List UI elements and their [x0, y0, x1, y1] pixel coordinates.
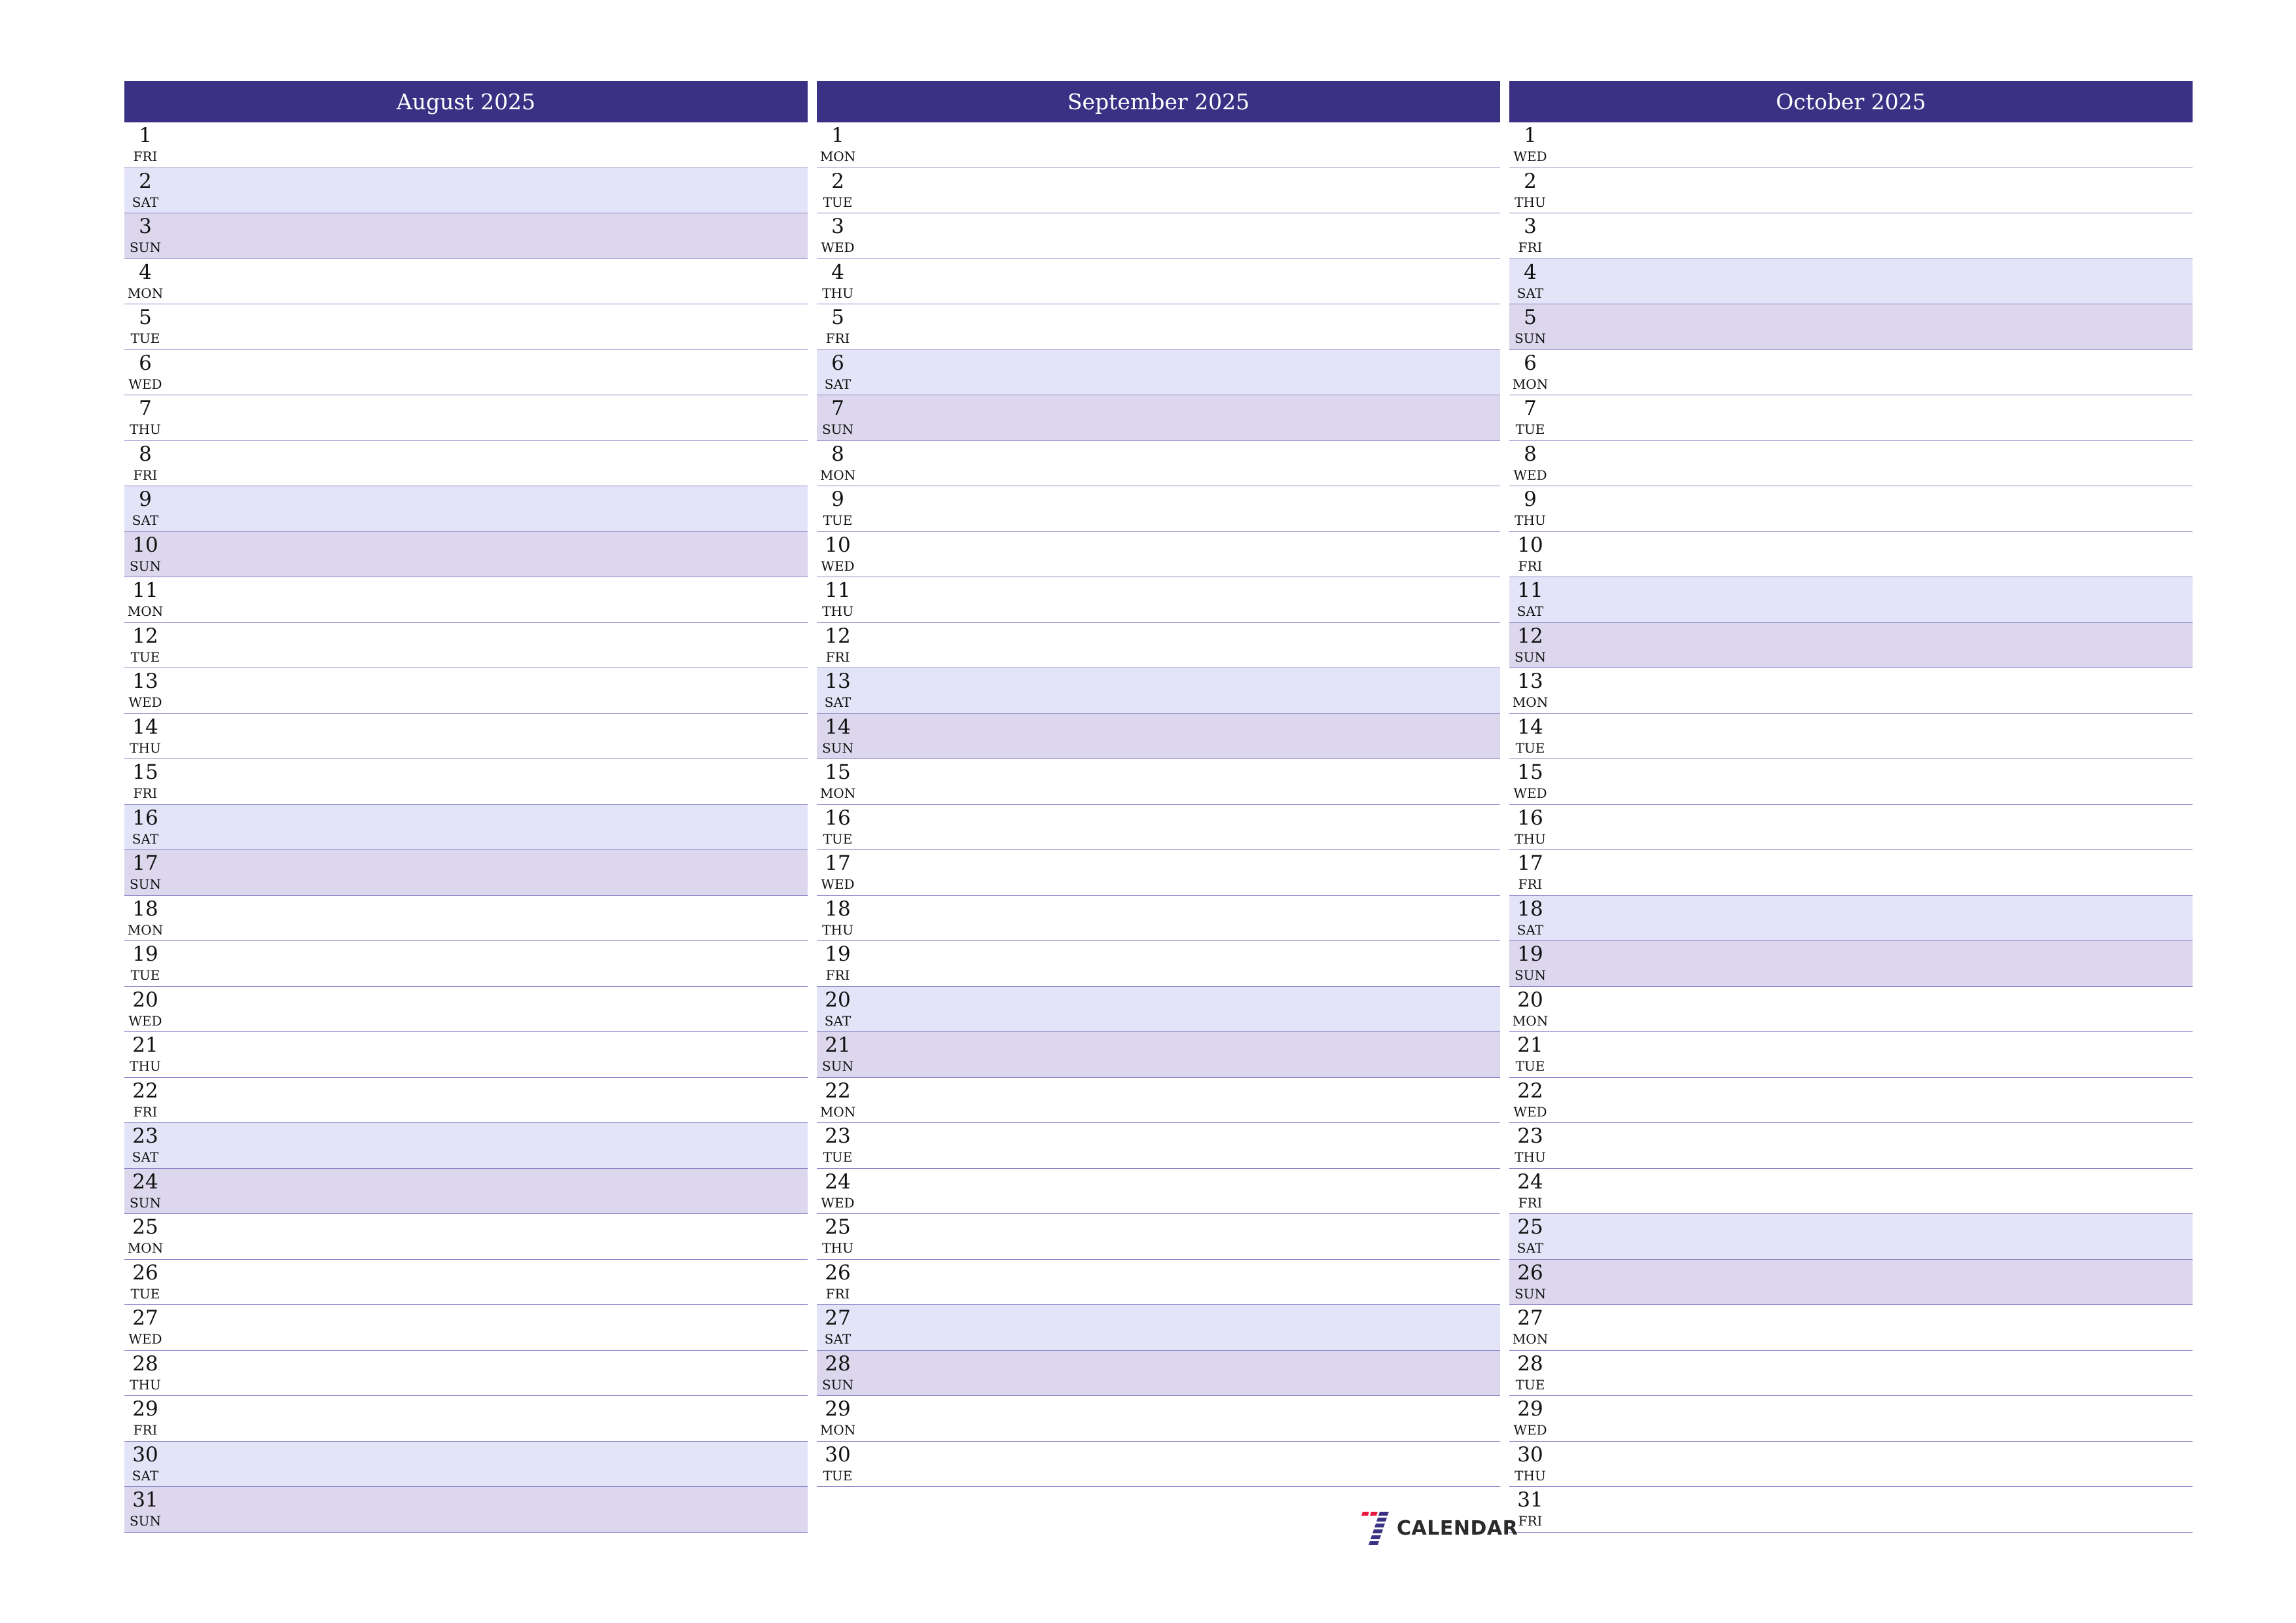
day-row[interactable] [124, 1351, 808, 1397]
day-weekday: TUE [823, 1149, 853, 1165]
day-number: 13 [825, 669, 851, 693]
day-number: 25 [1517, 1215, 1543, 1239]
day-weekday: WED [1513, 467, 1547, 483]
day-row[interactable] [124, 1260, 808, 1306]
day-weekday: TUE [130, 1285, 160, 1302]
day-row[interactable] [124, 577, 808, 623]
day-row[interactable] [1509, 213, 2193, 259]
day-number: 16 [132, 806, 158, 830]
day-weekday: MON [819, 1103, 856, 1120]
day-number: 19 [1517, 942, 1543, 966]
day-row[interactable] [817, 259, 1500, 305]
day-weekday: FRI [825, 330, 850, 346]
day-row[interactable] [124, 1123, 808, 1169]
day-weekday: WED [1513, 1103, 1547, 1120]
day-row[interactable] [1509, 1305, 2193, 1351]
day-row[interactable] [817, 304, 1500, 350]
day-weekday: TUE [130, 967, 160, 983]
day-row[interactable] [817, 577, 1500, 623]
day-weekday: WED [821, 558, 855, 574]
day-row[interactable] [124, 213, 808, 259]
day-weekday: TUE [1515, 1376, 1545, 1393]
day-row[interactable] [817, 850, 1500, 896]
day-number: 10 [825, 533, 851, 557]
day-row[interactable] [1509, 1260, 2193, 1306]
day-row[interactable] [1509, 1442, 2193, 1488]
day-number: 17 [825, 851, 851, 875]
day-weekday: TUE [130, 330, 160, 346]
day-number: 20 [1517, 988, 1543, 1012]
month-title: September 2025 [817, 81, 1500, 122]
day-number: 3 [1524, 215, 1537, 238]
day-row[interactable] [817, 1351, 1500, 1397]
day-row[interactable] [124, 850, 808, 896]
day-row[interactable] [124, 623, 808, 669]
day-row[interactable] [124, 759, 808, 805]
day-weekday: SUN [129, 1513, 162, 1529]
day-weekday: THU [822, 285, 853, 301]
day-number: 1 [1524, 124, 1537, 147]
day-number: 7 [831, 397, 844, 420]
day-weekday: WED [128, 1012, 162, 1029]
day-row[interactable] [817, 532, 1500, 578]
day-number: 11 [132, 579, 158, 602]
day-number: 27 [132, 1306, 158, 1330]
day-number: 28 [1517, 1351, 1543, 1376]
day-number: 18 [1517, 897, 1543, 921]
day-number: 3 [139, 215, 152, 238]
day-number: 4 [139, 260, 152, 284]
day-number: 21 [825, 1033, 851, 1057]
day-weekday: FRI [1518, 876, 1543, 892]
day-weekday: THU [130, 1376, 161, 1393]
day-weekday: FRI [1518, 1194, 1543, 1211]
day-row[interactable] [1509, 122, 2193, 168]
day-weekday: TUE [823, 512, 853, 528]
day-number: 1 [831, 124, 844, 147]
day-row[interactable] [1509, 987, 2193, 1033]
day-weekday: THU [130, 740, 161, 756]
day-number: 6 [139, 351, 152, 375]
day-number: 17 [132, 851, 158, 875]
day-weekday: SAT [1516, 603, 1544, 619]
day-row[interactable] [124, 1487, 808, 1533]
day-weekday: THU [130, 1058, 161, 1074]
day-number: 2 [831, 169, 844, 193]
day-weekday: SUN [1514, 1285, 1547, 1302]
day-row[interactable] [1509, 1487, 2193, 1533]
day-row[interactable] [817, 987, 1500, 1033]
day-number: 11 [1517, 579, 1543, 602]
day-row[interactable] [817, 1078, 1500, 1124]
day-number: 18 [132, 897, 158, 921]
day-row[interactable] [1509, 577, 2193, 623]
day-number: 21 [132, 1033, 158, 1057]
day-row[interactable] [124, 441, 808, 487]
day-row[interactable] [124, 1396, 808, 1442]
day-number: 31 [132, 1488, 158, 1512]
day-number: 6 [1524, 351, 1537, 375]
day-row[interactable] [1509, 1351, 2193, 1397]
day-row[interactable] [817, 213, 1500, 259]
day-weekday: SAT [824, 376, 852, 392]
day-weekday: THU [1515, 830, 1546, 847]
day-row[interactable] [1509, 532, 2193, 578]
day-weekday: FRI [133, 467, 158, 483]
day-row[interactable] [1509, 759, 2193, 805]
day-weekday: TUE [1515, 1058, 1545, 1074]
day-number: 7 [1524, 397, 1537, 420]
day-number: 5 [1524, 306, 1537, 329]
day-row[interactable] [124, 714, 808, 760]
day-row[interactable] [1509, 941, 2193, 987]
day-number: 26 [825, 1260, 851, 1285]
day-weekday: TUE [823, 830, 853, 847]
day-row[interactable] [817, 896, 1500, 942]
day-number: 17 [1517, 851, 1543, 875]
day-weekday: FRI [825, 967, 850, 983]
day-number: 14 [1517, 715, 1543, 739]
day-number: 9 [1524, 488, 1537, 511]
day-number: 14 [132, 715, 158, 739]
month-column [1509, 81, 2193, 1533]
day-weekday: TUE [823, 194, 853, 210]
day-weekday: SAT [132, 512, 159, 528]
day-number: 26 [1517, 1260, 1543, 1285]
day-weekday: MON [1512, 1331, 1549, 1347]
day-row[interactable] [124, 259, 808, 305]
day-number: 5 [139, 306, 152, 329]
day-row[interactable] [817, 395, 1500, 441]
day-number: 12 [132, 624, 158, 648]
seven-logo-icon [1360, 1510, 1390, 1546]
day-row[interactable] [817, 941, 1500, 987]
day-number: 16 [1517, 806, 1543, 830]
day-number: 12 [825, 624, 851, 648]
day-weekday: MON [1512, 376, 1549, 392]
day-weekday: SAT [1516, 1240, 1544, 1256]
day-row[interactable] [124, 896, 808, 942]
day-weekday: TUE [1515, 421, 1545, 437]
day-number: 28 [132, 1351, 158, 1376]
day-weekday: FRI [1518, 558, 1543, 574]
day-row[interactable] [817, 668, 1500, 714]
day-row[interactable] [1509, 714, 2193, 760]
day-number: 14 [825, 715, 851, 739]
day-row[interactable] [124, 1442, 808, 1488]
day-number: 3 [831, 215, 844, 238]
day-row[interactable] [817, 1032, 1500, 1078]
day-weekday: SAT [1516, 921, 1544, 938]
day-row[interactable] [817, 168, 1500, 214]
day-number: 29 [825, 1397, 851, 1421]
day-weekday: MON [819, 467, 856, 483]
day-row[interactable] [124, 122, 808, 168]
day-weekday: WED [128, 694, 162, 710]
day-row[interactable] [817, 1442, 1500, 1488]
day-row[interactable] [124, 1169, 808, 1215]
day-row[interactable] [1509, 1032, 2193, 1078]
day-number: 23 [1517, 1124, 1543, 1148]
day-weekday: FRI [825, 649, 850, 665]
day-number: 25 [132, 1215, 158, 1239]
day-row[interactable] [1509, 304, 2193, 350]
day-weekday: THU [1515, 512, 1546, 528]
day-weekday: SAT [132, 1467, 159, 1484]
day-number: 23 [132, 1124, 158, 1148]
day-number: 26 [132, 1260, 158, 1285]
day-weekday: WED [128, 1331, 162, 1347]
day-row[interactable] [817, 1123, 1500, 1169]
day-row[interactable] [124, 350, 808, 396]
day-weekday: MON [127, 603, 164, 619]
day-weekday: FRI [133, 149, 158, 164]
month-title: August 2025 [124, 81, 808, 122]
day-row[interactable] [817, 1169, 1500, 1215]
day-row[interactable] [1509, 441, 2193, 487]
day-weekday: MON [819, 149, 856, 164]
day-row[interactable] [817, 350, 1500, 396]
day-weekday: WED [128, 376, 162, 392]
day-row[interactable] [817, 714, 1500, 760]
day-weekday: FRI [133, 785, 158, 801]
day-number: 12 [1517, 624, 1543, 648]
day-weekday: SUN [1514, 649, 1547, 665]
day-number: 13 [132, 669, 158, 693]
day-number: 5 [831, 306, 844, 329]
day-number: 22 [132, 1079, 158, 1103]
day-row[interactable] [124, 1032, 808, 1078]
day-number: 13 [1517, 669, 1543, 693]
day-weekday: MON [1512, 694, 1549, 710]
day-number: 24 [825, 1169, 851, 1194]
day-row[interactable] [124, 1078, 808, 1124]
month-column [817, 81, 1500, 1487]
day-row[interactable] [817, 623, 1500, 669]
day-weekday: MON [127, 285, 164, 301]
day-weekday: FRI [133, 1103, 158, 1120]
day-row[interactable] [817, 1214, 1500, 1260]
day-row[interactable] [1509, 850, 2193, 896]
day-row[interactable] [817, 1260, 1500, 1306]
day-weekday: MON [127, 1240, 164, 1256]
day-weekday: THU [1515, 1467, 1546, 1484]
day-weekday: THU [822, 921, 853, 938]
day-weekday: SUN [821, 740, 854, 756]
day-number: 2 [139, 169, 152, 193]
day-row[interactable] [1509, 1078, 2193, 1124]
day-number: 22 [1517, 1079, 1543, 1103]
day-weekday: FRI [825, 1285, 850, 1302]
day-weekday: THU [130, 421, 161, 437]
day-number: 20 [132, 988, 158, 1012]
day-row[interactable] [1509, 1396, 2193, 1442]
day-weekday: TUE [1515, 740, 1545, 756]
day-number: 1 [139, 124, 152, 147]
day-row[interactable] [124, 805, 808, 851]
day-weekday: WED [821, 876, 855, 892]
day-weekday: SUN [129, 1194, 162, 1211]
day-weekday: WED [1513, 785, 1547, 801]
day-number: 19 [132, 942, 158, 966]
day-weekday: MON [819, 1422, 856, 1438]
day-number: 8 [1524, 442, 1537, 466]
day-number: 6 [831, 351, 844, 375]
brand-logo [1360, 1510, 1518, 1546]
day-row[interactable] [124, 304, 808, 350]
day-row[interactable] [1509, 896, 2193, 942]
day-number: 8 [139, 442, 152, 466]
day-number: 10 [1517, 533, 1543, 557]
day-weekday: SAT [824, 1331, 852, 1347]
day-row[interactable] [124, 1305, 808, 1351]
day-number: 29 [132, 1397, 158, 1421]
day-number: 30 [132, 1442, 158, 1467]
day-row[interactable] [124, 395, 808, 441]
day-number: 9 [831, 488, 844, 511]
day-number: 28 [825, 1351, 851, 1376]
day-number: 10 [132, 533, 158, 557]
day-weekday: SAT [824, 694, 852, 710]
day-weekday: SUN [821, 1376, 854, 1393]
day-weekday: FRI [133, 1422, 158, 1438]
day-row[interactable] [1509, 805, 2193, 851]
brand-name: CALENDAR [1397, 1516, 1518, 1540]
day-number: 15 [132, 760, 158, 784]
day-weekday: FRI [1518, 240, 1543, 255]
day-weekday: SAT [132, 194, 159, 210]
day-row[interactable] [817, 805, 1500, 851]
day-number: 4 [1524, 260, 1537, 284]
day-weekday: FRI [1518, 1513, 1543, 1529]
day-number: 27 [1517, 1306, 1543, 1330]
day-weekday: SUN [1514, 967, 1547, 983]
day-number: 2 [1524, 169, 1537, 193]
day-weekday: SUN [1514, 330, 1547, 346]
day-weekday: THU [822, 1240, 853, 1256]
day-weekday: SUN [129, 240, 162, 255]
day-weekday: MON [819, 785, 856, 801]
day-row[interactable] [124, 532, 808, 578]
day-weekday: SAT [1516, 285, 1544, 301]
day-row[interactable] [1509, 1169, 2193, 1215]
day-row[interactable] [124, 941, 808, 987]
day-number: 19 [825, 942, 851, 966]
day-row[interactable] [1509, 1214, 2193, 1260]
day-number: 15 [825, 760, 851, 784]
day-number: 20 [825, 988, 851, 1012]
day-row[interactable] [817, 1396, 1500, 1442]
day-number: 4 [831, 260, 844, 284]
day-row[interactable] [1509, 259, 2193, 305]
day-row[interactable] [1509, 1123, 2193, 1169]
day-weekday: SUN [821, 1058, 854, 1074]
month-column [124, 81, 808, 1533]
day-weekday: MON [1512, 1012, 1549, 1029]
day-row[interactable] [1509, 623, 2193, 669]
day-number: 8 [831, 442, 844, 466]
day-weekday: SUN [129, 876, 162, 892]
day-weekday: SUN [129, 558, 162, 574]
day-row[interactable] [124, 668, 808, 714]
day-weekday: SAT [824, 1012, 852, 1029]
day-row[interactable] [1509, 350, 2193, 396]
day-number: 22 [825, 1079, 851, 1103]
day-number: 11 [825, 579, 851, 602]
day-number: 15 [1517, 760, 1543, 784]
day-weekday: MON [127, 921, 164, 938]
day-weekday: SUN [821, 421, 854, 437]
day-row[interactable] [1509, 395, 2193, 441]
day-number: 21 [1517, 1033, 1543, 1057]
day-weekday: THU [1515, 1149, 1546, 1165]
day-number: 16 [825, 806, 851, 830]
day-number: 31 [1517, 1488, 1543, 1512]
day-number: 23 [825, 1124, 851, 1148]
day-weekday: TUE [823, 1467, 853, 1484]
day-weekday: SAT [132, 1149, 159, 1165]
day-row[interactable] [817, 759, 1500, 805]
day-weekday: WED [1513, 1422, 1547, 1438]
day-row[interactable] [1509, 668, 2193, 714]
day-row[interactable] [1509, 486, 2193, 532]
day-row[interactable] [124, 486, 808, 532]
day-number: 24 [132, 1169, 158, 1194]
day-weekday: WED [821, 1194, 855, 1211]
day-weekday: SAT [132, 830, 159, 847]
day-weekday: THU [822, 603, 853, 619]
day-row[interactable] [817, 441, 1500, 487]
day-weekday: TUE [130, 649, 160, 665]
day-number: 7 [139, 397, 152, 420]
day-number: 18 [825, 897, 851, 921]
day-weekday: THU [1515, 194, 1546, 210]
day-number: 29 [1517, 1397, 1543, 1421]
day-row[interactable] [124, 168, 808, 214]
day-row[interactable] [817, 486, 1500, 532]
day-row[interactable] [817, 122, 1500, 168]
day-row[interactable] [124, 987, 808, 1033]
day-number: 27 [825, 1306, 851, 1330]
day-row[interactable] [1509, 168, 2193, 214]
day-row[interactable] [817, 1305, 1500, 1351]
day-row[interactable] [124, 1214, 808, 1260]
day-number: 24 [1517, 1169, 1543, 1194]
day-number: 9 [139, 488, 152, 511]
month-title: October 2025 [1509, 81, 2193, 122]
day-weekday: WED [1513, 149, 1547, 164]
day-number: 30 [825, 1442, 851, 1467]
day-number: 30 [1517, 1442, 1543, 1467]
day-number: 25 [825, 1215, 851, 1239]
day-weekday: WED [821, 240, 855, 255]
